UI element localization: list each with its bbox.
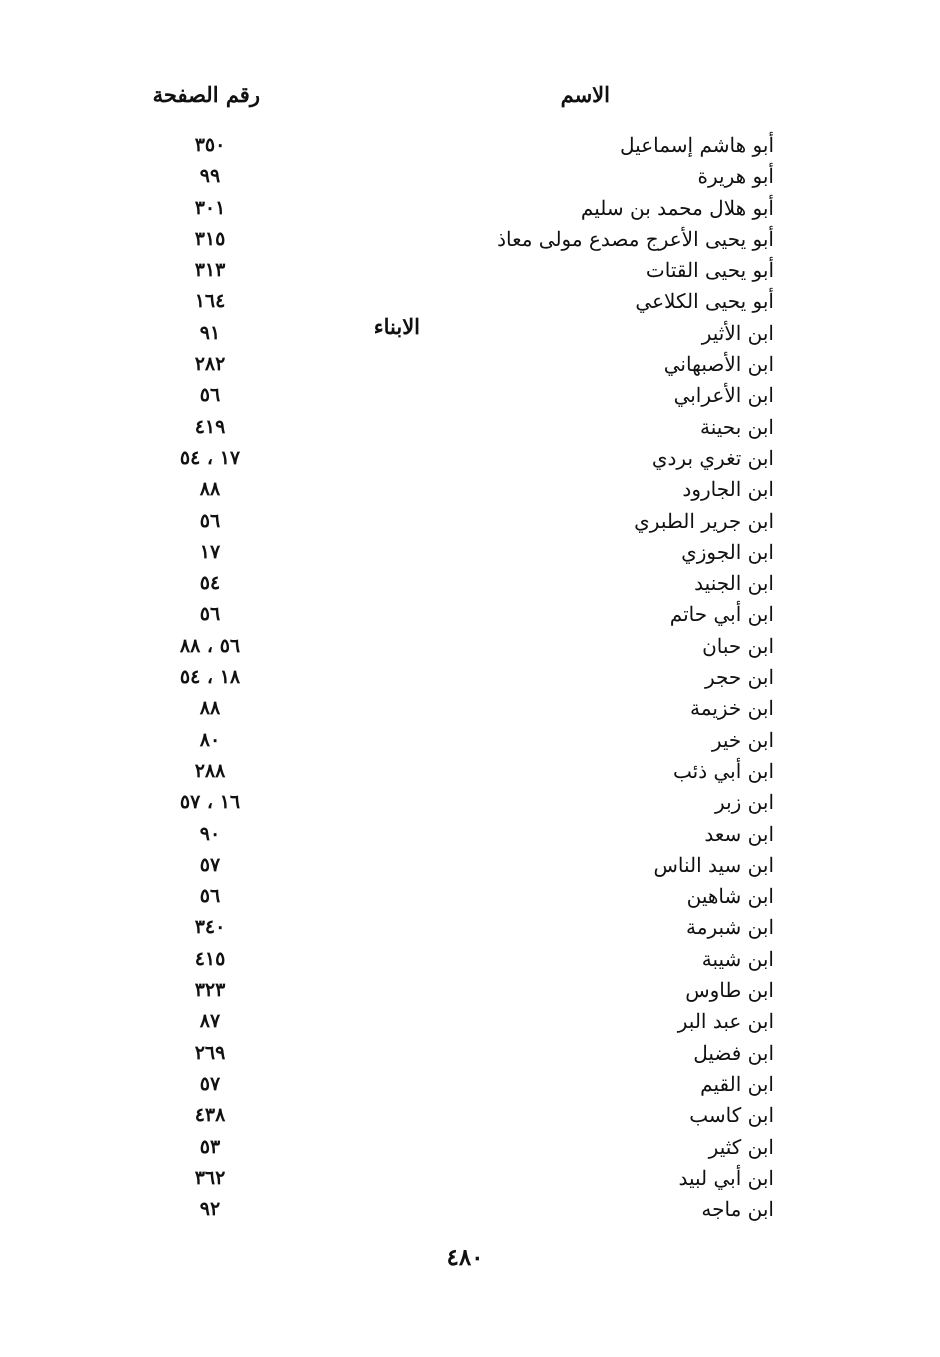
entry-name: ابن جرير الطبري <box>634 508 774 533</box>
index-entry <box>0 506 940 537</box>
entry-name: ابن خزيمة <box>690 696 774 721</box>
index-entry <box>0 1069 940 1100</box>
entry-page-numbers: ٥٣ <box>199 1135 221 1158</box>
entry-page-numbers: ٤٣٨ <box>194 1104 226 1127</box>
index-list <box>0 130 940 1225</box>
index-entry <box>0 1006 940 1037</box>
entry-name: ابن أبي ذئب <box>673 758 774 783</box>
entry-name: ابن الجوزي <box>681 539 774 564</box>
entry-name: ابن الأصبهاني <box>663 352 774 377</box>
entry-page-numbers: ٥٦ ، ٨٨ <box>179 634 241 657</box>
index-entry <box>0 161 940 192</box>
entry-page-numbers: ٨٨ <box>199 697 221 720</box>
entry-page-numbers: ١٧ ، ٥٤ <box>179 446 241 469</box>
index-entry <box>0 1100 940 1131</box>
entry-page-numbers: ٥٧ <box>199 1072 221 1095</box>
entry-page-numbers: ٣٦٢ <box>194 1166 226 1189</box>
entry-page-numbers: ١٦ ، ٥٧ <box>179 791 241 814</box>
index-entry <box>0 693 940 724</box>
index-entry <box>0 412 940 443</box>
index-entry <box>0 224 940 255</box>
index-entry <box>0 944 940 975</box>
entry-name: ابن حبان <box>702 633 774 658</box>
entry-name: ابن ماجه <box>701 1197 774 1222</box>
entry-name: ابن كثير <box>708 1134 774 1159</box>
index-entry <box>0 349 940 380</box>
entry-page-numbers: ٥٦ <box>199 603 221 626</box>
entry-name: ابن شبرمة <box>686 915 774 940</box>
index-entry <box>0 568 940 599</box>
entry-page-numbers: ٨٨ <box>199 478 221 501</box>
entry-page-numbers: ٢٨٢ <box>194 353 226 376</box>
index-entry <box>0 787 940 818</box>
index-entry <box>0 1163 940 1194</box>
entry-name: أبو يحيى الكلاعي <box>635 289 774 314</box>
index-entry <box>0 255 940 286</box>
entry-name: ابن الأثير <box>701 320 774 345</box>
entry-name: أبو يحيى الأعرج مصدع مولى معاذ <box>497 226 774 251</box>
entry-name: ابن زبر <box>715 790 774 815</box>
entry-name: ابن أبي حاتم <box>669 602 774 627</box>
entry-page-numbers: ١٦٤ <box>194 290 226 313</box>
index-entry <box>0 1038 940 1069</box>
entry-page-numbers: ٥٤ <box>199 572 221 595</box>
entry-name: ابن بحينة <box>700 414 774 439</box>
entry-page-numbers: ٤١٥ <box>194 947 226 970</box>
entry-page-numbers: ٤١٩ <box>194 415 226 438</box>
entry-name: أبو هاشم إسماعيل <box>620 133 774 157</box>
entry-page-numbers: ٩٠ <box>199 822 221 845</box>
entry-name: ابن سيد الناس <box>653 852 774 877</box>
entry-page-numbers: ٣٤٠ <box>194 916 226 939</box>
entry-page-numbers: ٢٨٨ <box>194 759 226 782</box>
entry-page-numbers: ١٧ <box>199 540 221 563</box>
index-entry <box>0 474 940 505</box>
entry-name: ابن فضيل <box>693 1040 774 1065</box>
index-entry <box>0 756 940 787</box>
index-entry <box>0 286 940 317</box>
entry-name: ابن شيبة <box>701 946 774 971</box>
entry-page-numbers: ٥٧ <box>199 853 221 876</box>
entry-page-numbers: ٨٠ <box>199 728 221 751</box>
page-column-header: رقم الصفحة <box>152 82 260 107</box>
entry-page-numbers: ٥٦ <box>199 384 221 407</box>
entry-name: أبو هلال محمد بن سليم <box>580 195 774 220</box>
entry-name: ابن حجر <box>704 665 774 690</box>
entry-name: أبو يحيى القتات <box>645 258 774 283</box>
index-entry <box>0 193 940 224</box>
index-entry <box>0 975 940 1006</box>
index-entry <box>0 599 940 630</box>
entry-name: ابن الجارود <box>682 477 774 502</box>
entry-page-numbers: ٩١ <box>199 321 221 344</box>
index-entry <box>0 631 940 662</box>
index-entry <box>0 537 940 568</box>
entry-page-numbers: ٥٦ <box>199 885 221 908</box>
page-number: ٤٨٠ <box>446 1244 484 1271</box>
entry-page-numbers: ٩٢ <box>199 1198 221 1221</box>
entry-name: ابن كاسب <box>689 1103 774 1128</box>
entry-page-numbers: ٩٩ <box>199 165 221 188</box>
entry-name: ابن أبي لبيد <box>678 1165 774 1190</box>
entry-page-numbers: ٣٠١ <box>194 196 226 219</box>
entry-name: ابن الجنيد <box>694 571 774 596</box>
entry-name: ابن عبد البر <box>677 1009 774 1034</box>
entry-page-numbers: ٣١٥ <box>194 227 226 250</box>
index-entry <box>0 850 940 881</box>
entry-page-numbers: ٢٦٩ <box>194 1041 226 1064</box>
entry-page-numbers: ١٨ ، ٥٤ <box>179 666 241 689</box>
section-label: الابناء <box>373 314 420 339</box>
entry-name: ابن خير <box>711 727 774 752</box>
index-entry <box>0 881 940 912</box>
entry-page-numbers: ٣٥٠ <box>194 134 226 156</box>
entry-page-numbers: ٥٦ <box>199 509 221 532</box>
index-entry <box>0 819 940 850</box>
entry-page-numbers: ٨٧ <box>199 1010 221 1033</box>
entry-page-numbers: ٣١٣ <box>194 259 226 282</box>
index-entry <box>0 130 940 161</box>
entry-name: ابن القيم <box>700 1071 774 1096</box>
name-column-header: الاسم <box>560 82 610 107</box>
index-entry <box>0 725 940 756</box>
entry-name: ابن طاوس <box>685 978 774 1003</box>
entry-name: ابن شاهين <box>686 884 774 909</box>
index-entry <box>0 318 940 349</box>
entry-page-numbers: ٣٢٣ <box>194 979 226 1002</box>
entry-name: ابن تغري بردي <box>651 445 774 470</box>
entry-name: ابن الأعرابي <box>673 383 774 408</box>
index-entry <box>0 912 940 943</box>
index-entry <box>0 380 940 411</box>
index-entry <box>0 1132 940 1163</box>
index-entry <box>0 662 940 693</box>
entry-name: ابن سعد <box>704 821 774 846</box>
index-entry <box>0 1194 940 1225</box>
index-entry <box>0 443 940 474</box>
entry-name: أبو هريرة <box>697 164 774 189</box>
